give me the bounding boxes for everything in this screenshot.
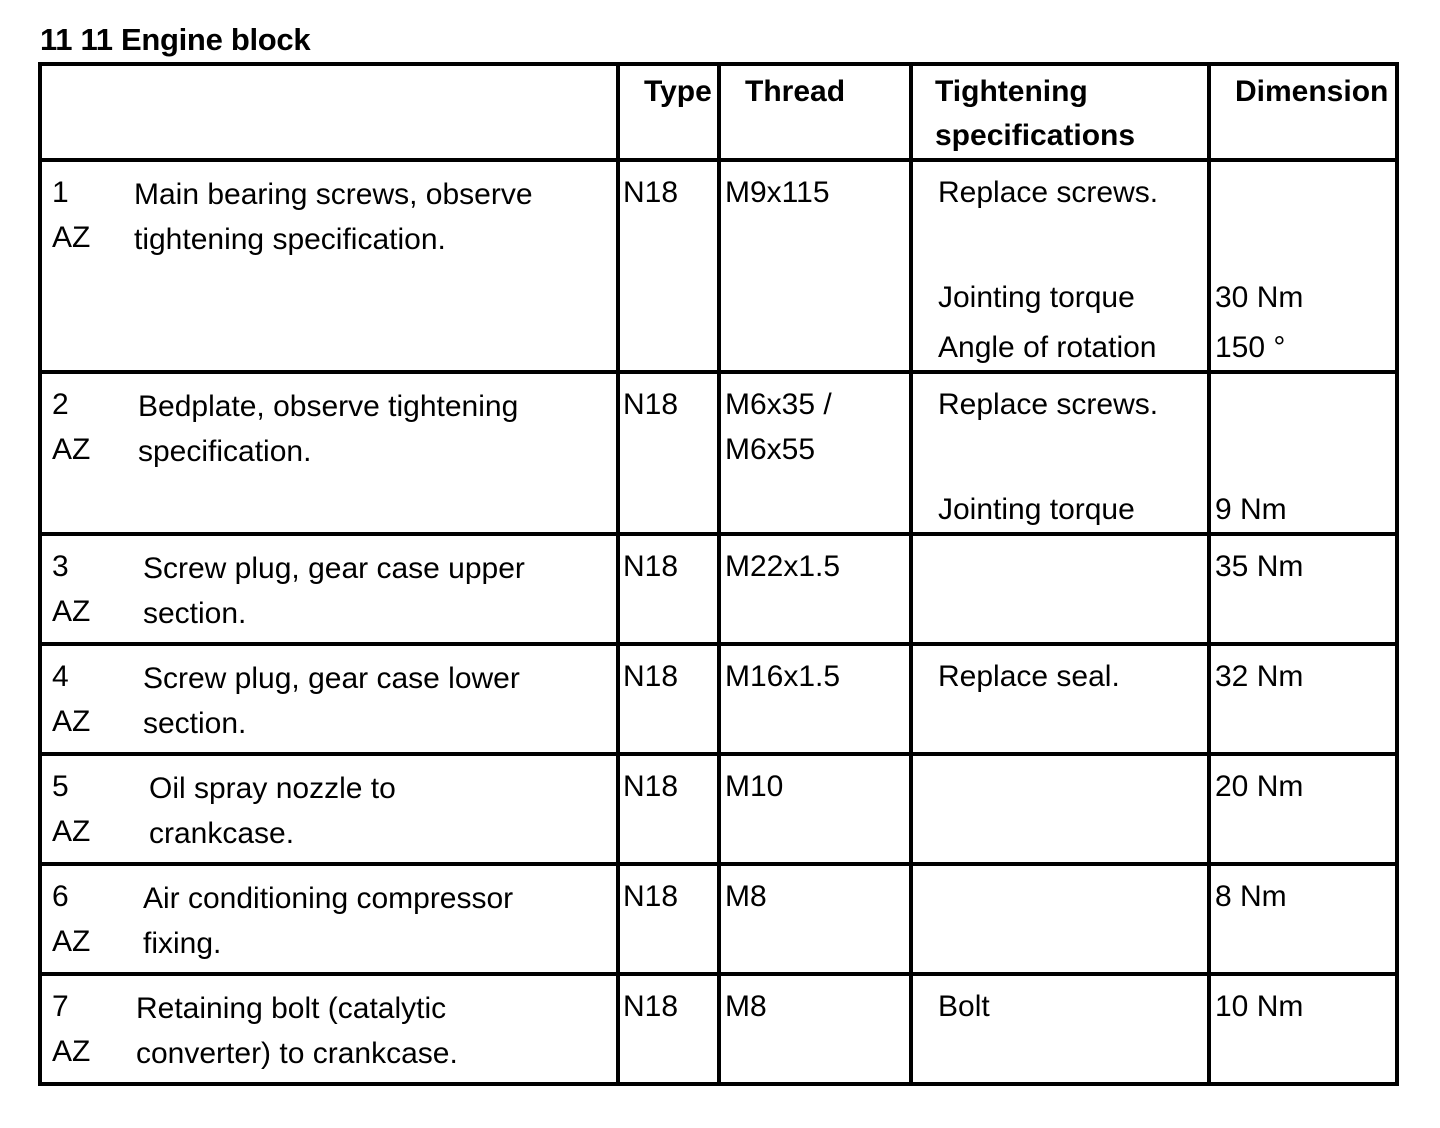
thread-cell: M9x115 [719,160,911,372]
table-row [40,372,1397,534]
table-row [40,644,1397,754]
item-number: 6 AZ [52,880,91,958]
item-number: 5 AZ [52,770,91,848]
header-dimension: Dimension [1209,64,1397,160]
item-number: 4 AZ [52,660,91,738]
type-cell: N18 [618,644,719,754]
type-cell: N18 [618,864,719,974]
thread-cell: M8 [719,864,911,974]
thread-cell: M22x1.5 [719,534,911,644]
item-description-cell [40,754,618,864]
type-cell: N18 [618,534,719,644]
table-row [40,974,1397,1084]
dimension-cell: 10 Nm [1209,974,1397,1084]
thread-cell: M6x35 / M6x55 [719,372,911,534]
thread-cell: M10 [719,754,911,864]
dimension-cell: 32 Nm [1209,644,1397,754]
tightening-cell: Replace seal. [911,644,1209,754]
dimension-cell: 9 Nm [1209,372,1397,534]
type-cell: N18 [618,160,719,372]
tightening-cell [911,534,1209,644]
tightening-cell: Replace screws. Jointing torque [911,372,1209,534]
item-description-cell [40,160,618,372]
item-number: 2 AZ [52,388,91,466]
table-row [40,160,1397,372]
tightening-cell [911,864,1209,974]
item-description: Main bearing screws, observe tightening specification. [134,178,533,256]
item-description-cell [40,534,618,644]
table-row [40,534,1397,644]
header-thread: Thread [719,64,911,160]
item-description: Retaining bolt (catalytic converter) to crankcase. [136,992,458,1070]
item-description: Screw plug, gear case upper section. [143,552,525,630]
dimension-cell: 8 Nm [1209,864,1397,974]
item-description: Screw plug, gear case lower section. [143,662,520,740]
thread-cell: M8 [719,974,911,1084]
table-row [40,864,1397,974]
item-number: 7 AZ [52,990,91,1068]
header-type: Type [618,64,719,160]
item-number: 3 AZ [52,550,91,628]
item-description-cell [40,644,618,754]
dimension-cell: 35 Nm [1209,534,1397,644]
tightening-cell [911,754,1209,864]
tightening-cell: Bolt [911,974,1209,1084]
header-tightening: Tightening specifications [911,64,1209,160]
type-cell: N18 [618,372,719,534]
item-description: Oil spray nozzle to crankcase. [149,772,396,850]
tightening-cell: Replace screws. Jointing torque Angle of rotation [911,160,1209,372]
table-header-row [40,64,1397,160]
item-description: Air conditioning compressor fixing. [143,882,514,960]
item-description-cell [40,864,618,974]
type-cell: N18 [618,974,719,1084]
item-description-cell [40,372,618,534]
item-description-cell [40,974,618,1084]
thread-cell: M16x1.5 [719,644,911,754]
dimension-cell: 30 Nm 150 ° [1209,160,1397,372]
page-title: 11 11 Engine block [40,22,311,57]
header-description [40,64,618,160]
item-number: 1 AZ [52,176,91,254]
item-description: Bedplate, observe tightening specification. [138,390,519,468]
table-row [40,754,1397,864]
type-cell: N18 [618,754,719,864]
engine-block-spec-table [38,62,1399,1086]
dimension-cell: 20 Nm [1209,754,1397,864]
